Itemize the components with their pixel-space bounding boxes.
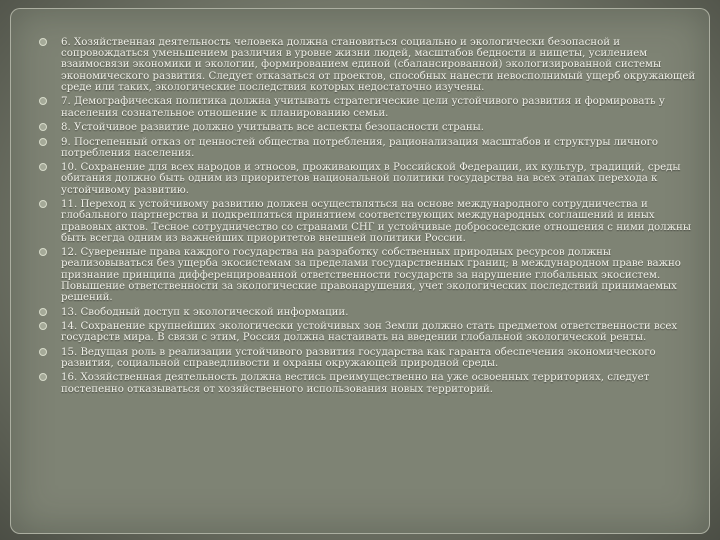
list-item: [39, 96, 703, 118]
content-frame: [10, 8, 710, 534]
bullet-icon: [39, 123, 47, 131]
list-item: [39, 137, 703, 159]
list-item-text: 9. Постепенный отказ от ценностей общества потребления, рационализация масштабов и структуры личного потребления населения.: [61, 136, 659, 159]
list-item: [39, 122, 703, 133]
bullet-icon: [39, 97, 47, 105]
list-item: [39, 199, 703, 244]
list-item: [39, 307, 703, 318]
list-item: [39, 247, 703, 303]
bullet-icon: [39, 163, 47, 171]
list-item-text: 6. Хозяйственная деятельность человека должна становиться социально и экологически безопасной и сопровождаться уменьшением различия в уровне жизни людей, масштабов бедности и нищеты, усилением взаимосвязи экономики и экологии, формированием единой (сбалансированной) экологизированной системы экономического развития. Следует отказаться от проектов, способных нанести невосполнимый ущерб окружающей среде или таких, экологические последствия которых недостаточно изучены.: [61, 37, 696, 93]
list-item-text: 11. Переход к устойчивому развитию должен осуществляться на основе международного сотрудничества и глобального партнерства и подкрепляться принятием соответствующих международных соглашений и иных правовых актов. Тесное сотрудничество со странами СНГ и устойчивые добрососедские отношения с ними должны быть всегда одним из важнейших приоритетов внешней политики России.: [61, 199, 691, 244]
list-item: [39, 347, 703, 369]
list-item: [39, 321, 703, 343]
list-item-text: 12. Суверенные права каждого государства на разработку собственных природных ресурсов должны реализовываться без ущерба экосистемам за пределами государственных границ; в международном праве важно признание принципа дифференцированной ответственности государств за нарушение глобальных экосистем. Повышение ответственности за экологические правонарушения, учет экологических последствий принимаемых решений.: [61, 247, 681, 304]
bullet-icon: [39, 348, 47, 356]
bullet-icon: [39, 308, 47, 316]
list-item: [39, 37, 703, 93]
list-item: [39, 372, 703, 394]
list-item-text: 15. Ведущая роль в реализации устойчивого развития государства как гаранта обеспечения экономического развития, социальной справедливости и охраны окружающей природной среды.: [61, 346, 656, 369]
bullet-icon: [39, 322, 47, 330]
bullet-icon: [39, 248, 47, 256]
list-item-text: 10. Сохранение для всех народов и этносов, проживающих в Российской Федерации, их культур, традиций, среды обитания должно быть одним из приоритетов национальной политики государства на всех этапах перехода к устойчивому развитию.: [61, 162, 681, 196]
list-item-text: 13. Свободный доступ к экологической информации.: [61, 306, 349, 318]
bullet-icon: [39, 200, 47, 208]
list-item: [39, 162, 703, 196]
bullet-icon: [39, 38, 47, 46]
list-item-text: 8. Устойчивое развитие должно учитывать все аспекты безопасности страны.: [61, 122, 484, 134]
bullet-icon: [39, 373, 47, 381]
bullet-icon: [39, 138, 47, 146]
principles-list: [39, 37, 703, 398]
list-item-text: 7. Демографическая политика должна учитывать стратегические цели устойчивого развития и формировать у населения сознательное отношение к планированию семьи.: [61, 96, 665, 119]
list-item-text: 14. Сохранение крупнейших экологически устойчивых зон Земли должно стать предметом ответственности всех государств мира. В связи с этим, Россия должна настаивать на введении глобальной экологической ренты.: [61, 321, 678, 344]
list-item-text: 16. Хозяйственная деятельность должна вестись преимущественно на уже освоенных территориях, следует постепенно отказываться от хозяйственного использования новых территорий.: [61, 372, 650, 395]
